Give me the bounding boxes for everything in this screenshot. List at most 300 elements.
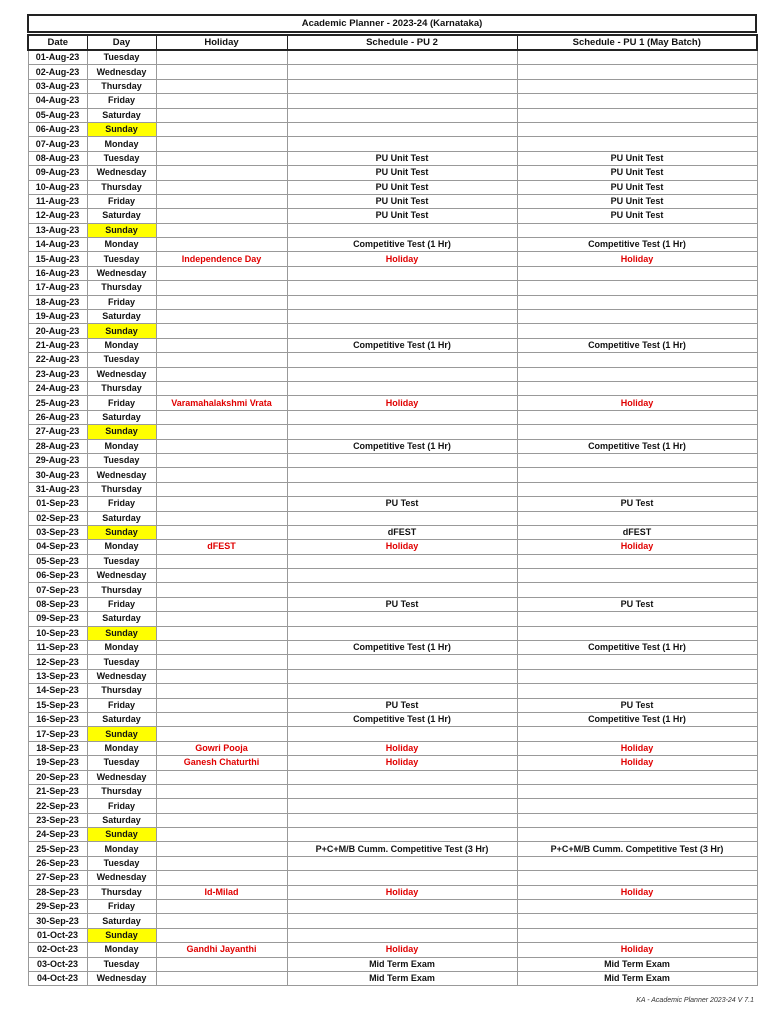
holiday-cell [156,209,287,223]
schedule-pu1-cell [517,669,757,683]
day-cell: Thursday [87,583,156,597]
table-row [28,741,757,755]
schedule-pu2-cell [287,353,517,367]
schedule-pu2-cell [287,266,517,280]
date-cell: 07-Sep-23 [28,583,87,597]
date-cell: 28-Sep-23 [28,885,87,899]
holiday-cell [156,79,287,93]
date-cell: 02-Oct-23 [28,943,87,957]
date-cell: 02-Sep-23 [28,511,87,525]
day-cell: Sunday [87,122,156,136]
holiday-cell [156,856,287,870]
holiday-cell [156,166,287,180]
holiday-cell [156,367,287,381]
schedule-pu1-cell: Holiday [517,756,757,770]
date-cell: 05-Sep-23 [28,554,87,568]
planner-title: Academic Planner - 2023-24 (Karnataka) [27,14,757,33]
day-cell: Saturday [87,410,156,424]
schedule-pu1-cell: Competitive Test (1 Hr) [517,338,757,352]
schedule-pu1-cell: Holiday [517,396,757,410]
date-cell: 17-Sep-23 [28,727,87,741]
schedule-pu2-cell [287,223,517,237]
schedule-pu2-cell: PU Unit Test [287,166,517,180]
holiday-cell [156,698,287,712]
holiday-cell [156,928,287,942]
day-cell: Thursday [87,684,156,698]
holiday-cell [156,612,287,626]
holiday-cell [156,511,287,525]
holiday-cell [156,453,287,467]
table-row [28,497,757,511]
day-cell: Sunday [87,223,156,237]
day-cell: Saturday [87,712,156,726]
schedule-pu1-cell [517,569,757,583]
schedule-pu1-cell [517,583,757,597]
table-row [28,180,757,194]
schedule-pu1-cell [517,813,757,827]
date-cell: 19-Sep-23 [28,756,87,770]
table-row [28,310,757,324]
day-cell: Tuesday [87,453,156,467]
table-row [28,439,757,453]
table-row [28,828,757,842]
holiday-cell [156,137,287,151]
date-cell: 03-Sep-23 [28,525,87,539]
schedule-pu2-cell [287,425,517,439]
schedule-pu2-cell [287,684,517,698]
day-cell: Tuesday [87,655,156,669]
schedule-pu2-cell [287,554,517,568]
schedule-pu2-cell: PU Unit Test [287,180,517,194]
table-row [28,914,757,928]
day-cell: Monday [87,137,156,151]
holiday-cell [156,972,287,986]
schedule-pu2-cell: Mid Term Exam [287,957,517,971]
date-cell: 20-Sep-23 [28,770,87,784]
holiday-cell [156,554,287,568]
schedule-pu2-cell [287,727,517,741]
table-row [28,209,757,223]
header-holiday: Holiday [156,35,287,50]
day-cell: Wednesday [87,266,156,280]
date-cell: 13-Aug-23 [28,223,87,237]
schedule-pu1-cell [517,856,757,870]
date-cell: 10-Sep-23 [28,626,87,640]
holiday-cell [156,641,287,655]
day-cell: Monday [87,842,156,856]
date-cell: 29-Aug-23 [28,453,87,467]
holiday-cell [156,122,287,136]
date-cell: 05-Aug-23 [28,108,87,122]
schedule-pu1-cell [517,453,757,467]
schedule-pu2-cell [287,511,517,525]
day-cell: Tuesday [87,756,156,770]
schedule-pu1-cell: Mid Term Exam [517,957,757,971]
schedule-pu1-cell [517,65,757,79]
holiday-cell [156,425,287,439]
table-row [28,482,757,496]
planner-table [27,34,758,986]
date-cell: 26-Sep-23 [28,856,87,870]
schedule-pu1-cell: PU Test [517,497,757,511]
table-row [28,367,757,381]
holiday-cell [156,900,287,914]
table-row [28,554,757,568]
date-cell: 07-Aug-23 [28,137,87,151]
table-row [28,569,757,583]
date-cell: 08-Sep-23 [28,597,87,611]
table-row [28,727,757,741]
holiday-cell [156,223,287,237]
schedule-pu2-cell: PU Unit Test [287,151,517,165]
table-row [28,166,757,180]
schedule-pu1-cell: Competitive Test (1 Hr) [517,238,757,252]
schedule-pu1-cell [517,266,757,280]
table-row [28,194,757,208]
table-row [28,770,757,784]
table-row [28,79,757,93]
schedule-pu2-cell: PU Unit Test [287,194,517,208]
day-cell: Wednesday [87,871,156,885]
date-cell: 24-Aug-23 [28,381,87,395]
date-cell: 13-Sep-23 [28,669,87,683]
day-cell: Friday [87,295,156,309]
schedule-pu2-cell [287,281,517,295]
day-cell: Sunday [87,626,156,640]
header-day: Day [87,35,156,50]
schedule-pu1-cell: Mid Term Exam [517,972,757,986]
holiday-cell [156,770,287,784]
schedule-pu1-cell: PU Test [517,698,757,712]
date-cell: 01-Aug-23 [28,50,87,65]
schedule-pu2-cell [287,569,517,583]
table-row [28,50,757,65]
date-cell: 27-Aug-23 [28,425,87,439]
day-cell: Tuesday [87,353,156,367]
day-cell: Wednesday [87,367,156,381]
table-row [28,583,757,597]
day-cell: Tuesday [87,151,156,165]
holiday-cell [156,281,287,295]
table-row [28,871,757,885]
schedule-pu1-cell: P+C+M/B Cumm. Competitive Test (3 Hr) [517,842,757,856]
holiday-cell: Gandhi Jayanthi [156,943,287,957]
table-row [28,957,757,971]
schedule-pu1-cell [517,626,757,640]
table-row [28,784,757,798]
day-cell: Friday [87,698,156,712]
schedule-pu2-cell [287,367,517,381]
day-cell: Wednesday [87,468,156,482]
day-cell: Tuesday [87,957,156,971]
schedule-pu2-cell [287,900,517,914]
table-row [28,511,757,525]
date-cell: 31-Aug-23 [28,482,87,496]
holiday-cell [156,597,287,611]
schedule-pu1-cell [517,281,757,295]
schedule-pu2-cell [287,813,517,827]
date-cell: 06-Sep-23 [28,569,87,583]
day-cell: Thursday [87,784,156,798]
date-cell: 30-Sep-23 [28,914,87,928]
schedule-pu2-cell: Holiday [287,396,517,410]
schedule-pu2-cell: Competitive Test (1 Hr) [287,439,517,453]
day-cell: Saturday [87,108,156,122]
holiday-cell [156,828,287,842]
date-cell: 19-Aug-23 [28,310,87,324]
day-cell: Sunday [87,928,156,942]
schedule-pu2-cell [287,669,517,683]
schedule-pu1-cell [517,554,757,568]
holiday-cell [156,626,287,640]
schedule-pu1-cell [517,50,757,65]
schedule-pu2-cell: Holiday [287,540,517,554]
date-cell: 23-Sep-23 [28,813,87,827]
date-cell: 01-Sep-23 [28,497,87,511]
holiday-cell [156,799,287,813]
day-cell: Monday [87,741,156,755]
schedule-pu2-cell [287,482,517,496]
table-row [28,65,757,79]
schedule-pu2-cell: Holiday [287,252,517,266]
date-cell: 03-Aug-23 [28,79,87,93]
date-cell: 22-Sep-23 [28,799,87,813]
holiday-cell: dFEST [156,540,287,554]
table-row [28,813,757,827]
date-cell: 27-Sep-23 [28,871,87,885]
day-cell: Saturday [87,511,156,525]
holiday-cell [156,871,287,885]
schedule-pu1-cell [517,468,757,482]
day-cell: Monday [87,338,156,352]
schedule-pu2-cell: Holiday [287,943,517,957]
date-cell: 24-Sep-23 [28,828,87,842]
date-cell: 21-Sep-23 [28,784,87,798]
schedule-pu1-cell [517,914,757,928]
schedule-pu2-cell [287,453,517,467]
day-cell: Sunday [87,525,156,539]
schedule-pu2-cell [287,122,517,136]
day-cell: Tuesday [87,856,156,870]
day-cell: Thursday [87,381,156,395]
table-row [28,525,757,539]
holiday-cell [156,324,287,338]
holiday-cell [156,482,287,496]
schedule-pu2-cell [287,583,517,597]
table-row [28,842,757,856]
date-cell: 09-Sep-23 [28,612,87,626]
date-cell: 18-Aug-23 [28,295,87,309]
holiday-cell [156,712,287,726]
holiday-cell [156,353,287,367]
holiday-cell [156,525,287,539]
table-row [28,425,757,439]
schedule-pu1-cell [517,928,757,942]
date-cell: 23-Aug-23 [28,367,87,381]
day-cell: Sunday [87,727,156,741]
table-row [28,972,757,986]
holiday-cell [156,842,287,856]
header-date: Date [28,35,87,50]
date-cell: 20-Aug-23 [28,324,87,338]
day-cell: Monday [87,238,156,252]
table-row [28,799,757,813]
schedule-pu1-cell: PU Unit Test [517,151,757,165]
holiday-cell [156,194,287,208]
schedule-pu2-cell [287,410,517,424]
table-row [28,698,757,712]
schedule-pu1-cell [517,799,757,813]
schedule-pu2-cell [287,914,517,928]
schedule-pu2-cell [287,928,517,942]
header-schedule-pu1: Schedule - PU 1 (May Batch) [517,35,757,50]
day-cell: Saturday [87,612,156,626]
table-row [28,540,757,554]
schedule-pu2-cell: Mid Term Exam [287,972,517,986]
table-row [28,885,757,899]
table-row [28,122,757,136]
schedule-pu1-cell [517,784,757,798]
date-cell: 08-Aug-23 [28,151,87,165]
table-row [28,324,757,338]
schedule-pu2-cell: dFEST [287,525,517,539]
date-cell: 09-Aug-23 [28,166,87,180]
date-cell: 16-Aug-23 [28,266,87,280]
header-row [28,35,757,50]
holiday-cell [156,727,287,741]
day-cell: Thursday [87,482,156,496]
schedule-pu2-cell: PU Test [287,597,517,611]
holiday-cell: Varamahalakshmi Vrata [156,396,287,410]
schedule-pu1-cell: Holiday [517,943,757,957]
holiday-cell: Gowri Pooja [156,741,287,755]
table-row [28,928,757,942]
schedule-pu2-cell [287,828,517,842]
table-row [28,338,757,352]
schedule-pu1-cell: Holiday [517,540,757,554]
schedule-pu1-cell [517,900,757,914]
schedule-pu1-cell [517,367,757,381]
schedule-pu2-cell [287,612,517,626]
date-cell: 14-Sep-23 [28,684,87,698]
schedule-pu2-cell [287,784,517,798]
day-cell: Friday [87,94,156,108]
date-cell: 22-Aug-23 [28,353,87,367]
table-row [28,108,757,122]
holiday-cell [156,108,287,122]
planner-body [28,50,757,986]
schedule-pu1-cell [517,425,757,439]
table-row [28,94,757,108]
date-cell: 04-Oct-23 [28,972,87,986]
table-row [28,410,757,424]
schedule-pu1-cell: PU Unit Test [517,209,757,223]
schedule-pu1-cell [517,295,757,309]
day-cell: Wednesday [87,770,156,784]
schedule-pu1-cell [517,381,757,395]
holiday-cell [156,684,287,698]
holiday-cell: Independence Day [156,252,287,266]
schedule-pu2-cell [287,381,517,395]
day-cell: Monday [87,540,156,554]
holiday-cell [156,295,287,309]
day-cell: Thursday [87,79,156,93]
date-cell: 26-Aug-23 [28,410,87,424]
schedule-pu2-cell [287,295,517,309]
day-cell: Thursday [87,180,156,194]
date-cell: 06-Aug-23 [28,122,87,136]
table-row [28,943,757,957]
schedule-pu1-cell: Competitive Test (1 Hr) [517,712,757,726]
schedule-pu1-cell [517,828,757,842]
schedule-pu1-cell: PU Unit Test [517,180,757,194]
schedule-pu1-cell [517,223,757,237]
schedule-pu1-cell [517,94,757,108]
day-cell: Friday [87,799,156,813]
schedule-pu2-cell: Holiday [287,741,517,755]
schedule-pu1-cell [517,511,757,525]
day-cell: Saturday [87,209,156,223]
schedule-pu1-cell [517,612,757,626]
schedule-pu1-cell: PU Unit Test [517,194,757,208]
schedule-pu2-cell [287,770,517,784]
table-row [28,396,757,410]
schedule-pu2-cell [287,871,517,885]
schedule-pu2-cell [287,79,517,93]
date-cell: 15-Aug-23 [28,252,87,266]
table-row [28,684,757,698]
table-row [28,453,757,467]
day-cell: Thursday [87,281,156,295]
header-schedule-pu2: Schedule - PU 2 [287,35,517,50]
day-cell: Wednesday [87,972,156,986]
holiday-cell: Id-Milad [156,885,287,899]
day-cell: Monday [87,943,156,957]
date-cell: 16-Sep-23 [28,712,87,726]
table-row [28,252,757,266]
table-row [28,266,757,280]
table-row [28,151,757,165]
holiday-cell [156,238,287,252]
schedule-pu2-cell [287,626,517,640]
date-cell: 14-Aug-23 [28,238,87,252]
holiday-cell [156,914,287,928]
day-cell: Saturday [87,813,156,827]
day-cell: Monday [87,439,156,453]
table-row [28,626,757,640]
day-cell: Friday [87,396,156,410]
schedule-pu2-cell [287,324,517,338]
table-row [28,612,757,626]
table-row [28,712,757,726]
table-row [28,223,757,237]
holiday-cell [156,957,287,971]
holiday-cell [156,497,287,511]
day-cell: Monday [87,641,156,655]
schedule-pu2-cell: Holiday [287,885,517,899]
schedule-pu2-cell [287,108,517,122]
holiday-cell [156,310,287,324]
schedule-pu1-cell [517,684,757,698]
date-cell: 17-Aug-23 [28,281,87,295]
schedule-pu2-cell: PU Test [287,698,517,712]
holiday-cell [156,655,287,669]
date-cell: 25-Aug-23 [28,396,87,410]
schedule-pu2-cell [287,137,517,151]
date-cell: 15-Sep-23 [28,698,87,712]
date-cell: 01-Oct-23 [28,928,87,942]
date-cell: 04-Sep-23 [28,540,87,554]
